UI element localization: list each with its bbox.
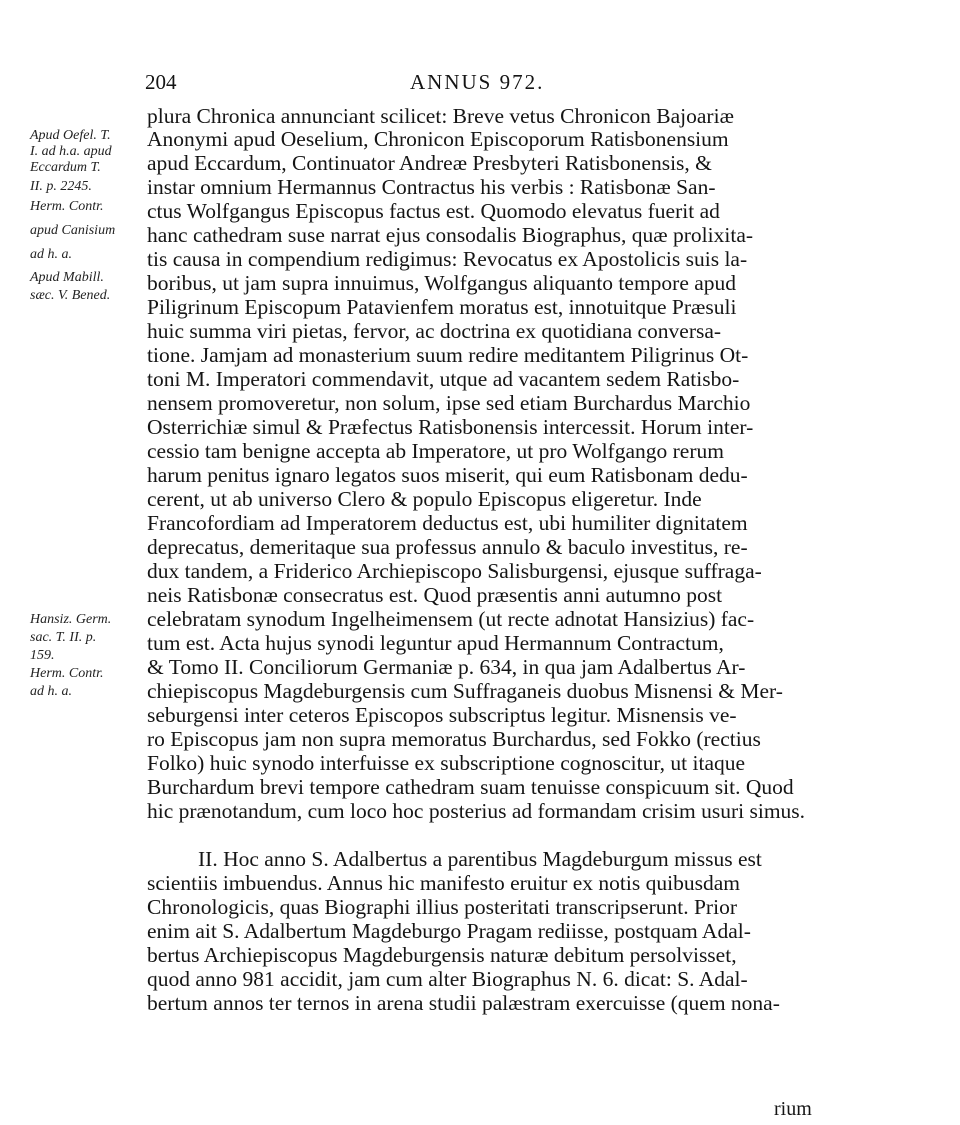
margin-note: apud Canisium — [30, 223, 116, 238]
running-head: ANNUS 972. — [410, 70, 545, 94]
text-line: Chronologicis, quas Biographi illius posteritati transcripserunt. Prior — [147, 895, 737, 919]
margin-note: Apud Mabill. — [30, 270, 104, 285]
text-line: harum penitus ignaro legatos suos miserit, qui eum Ratisbonam dedu- — [147, 463, 748, 487]
text-line: Francofordiam ad Imperatorem deductus est, ubi humiliter dignitatem — [147, 511, 748, 535]
text-line: Burchardum brevi tempore cathedram suam tenuisse conspicuum sit. Quod — [147, 775, 794, 799]
margin-note: sac. T. II. p. — [30, 630, 97, 645]
margin-note: sæc. V. Bened. — [30, 288, 111, 303]
text-line: hic prænotandum, cum loco hoc posterius ad formandam crisim usuri simus. — [147, 799, 806, 823]
text-line: deprecatus, demeritaque sua professus annulo & baculo investitus, re- — [147, 535, 748, 559]
margin-note: ad h. a. — [30, 247, 72, 262]
text-line: plura Chronica annunciant scilicet: Breve vetus Chronicon Bajoariæ — [147, 104, 734, 128]
margin-note: II. p. 2245. — [30, 179, 92, 194]
text-line: Osterrichiæ simul & Præfectus Ratisbonensis intercessit. Horum inter- — [147, 415, 754, 439]
text-line: hanc cathedram suse narrat ejus consodalis Biographus, quæ prolixita- — [147, 223, 754, 247]
margin-note: Herm. Contr. — [30, 199, 104, 214]
text-line: huic summa viri pietas, fervor, ac doctrina ex quotidiana conversa- — [147, 319, 722, 343]
text-line: nensem promoveretur, non solum, ipse sed etiam Burchardus Marchio — [147, 391, 751, 415]
text-line: boribus, ut jam supra innuimus, Wolfgangus aliquanto tempore apud — [147, 271, 737, 295]
margin-note: Hansiz. Germ. — [30, 612, 112, 627]
text-line: ctus Wolfgangus Episcopus factus est. Quomodo elevatus fuerit ad — [147, 199, 720, 223]
text-line: dux tandem, a Friderico Archiepiscopo Salisburgensi, ejusque suffraga- — [147, 559, 762, 583]
text-line: Piligrinum Episcopum Patavienfem moratus est, innotuitque Præsuli — [147, 295, 737, 319]
text-line: quod anno 981 accidit, jam cum alter Biographus N. 6. dicat: S. Adal- — [147, 967, 748, 991]
text-line: tum est. Acta hujus synodi leguntur apud Hermannum Contractum, — [147, 631, 724, 655]
text-line: II. Hoc anno S. Adalbertus a parentibus Magdeburgum missus est — [198, 847, 762, 871]
text-line: apud Eccardum, Continuator Andreæ Presbyteri Ratisbonensis, & — [147, 151, 712, 175]
text-line: bertum annos ter ternos in arena studii palæstram exercuisse (quem nona- — [147, 991, 780, 1015]
text-line: tione. Jamjam ad monasterium suum redire meditantem Piligrinus Ot- — [147, 343, 749, 367]
text-line: cessio tam benigne accepta ab Imperatore, ut pro Wolfgango rerum — [147, 439, 724, 463]
text-line: ro Episcopus jam non supra memoratus Burchardus, sed Fokko (rectius — [147, 727, 761, 751]
text-line: neis Ratisbonæ consecratus est. Quod præsentis anni autumno post — [147, 583, 723, 607]
text-line: cerent, ut ab universo Clero & populo Episcopus eligeretur. Inde — [147, 487, 702, 511]
text-line: celebratam synodum Ingelheimensem (ut recte adnotat Hansizius) fac- — [147, 607, 755, 631]
text-line: toni M. Imperatori commendavit, utque ad vacantem sedem Ratisbo- — [147, 367, 740, 391]
margin-note: I. ad h.a. apud — [30, 144, 112, 159]
margin-note: Eccardum T. — [30, 160, 101, 175]
text-line: enim ait S. Adalbertum Magdeburgo Pragam rediisse, postquam Adal- — [147, 919, 751, 943]
margin-note: ad h. a. — [30, 684, 72, 699]
text-line: instar omnium Hermannus Contractus his verbis : Ratisbonæ San- — [147, 175, 716, 199]
page-number: 204 — [145, 70, 177, 94]
text-line: bertus Archiepiscopus Magdeburgensis naturæ debitum persolvisset, — [147, 943, 737, 967]
text-line: scientiis imbuendus. Annus hic manifesto eruitur ex notis quibusdam — [147, 871, 740, 895]
margin-note: 159. — [30, 648, 55, 663]
margin-note: Apud Oefel. T. — [30, 128, 111, 143]
text-line: & Tomo II. Conciliorum Germaniæ p. 634, in qua jam Adalbertus Ar- — [147, 655, 746, 679]
text-line: Folko) huic synodo interfuisse ex subscriptione cognoscitur, ut itaque — [147, 751, 746, 775]
catchword: rium — [774, 1098, 812, 1120]
text-line: Anonymi apud Oeselium, Chronicon Episcoporum Ratisbonensium — [147, 127, 729, 151]
text-line: tis causa in compendium redigimus: Revocatus ex Apostolicis suis la- — [147, 247, 748, 271]
text-line: seburgensi inter ceteros Episcopos subscriptus legitur. Misnensis ve- — [147, 703, 737, 727]
text-line: chiepiscopus Magdeburgensis cum Suffraganeis duobus Misnensi & Mer- — [147, 679, 783, 703]
margin-note: Herm. Contr. — [30, 666, 104, 681]
